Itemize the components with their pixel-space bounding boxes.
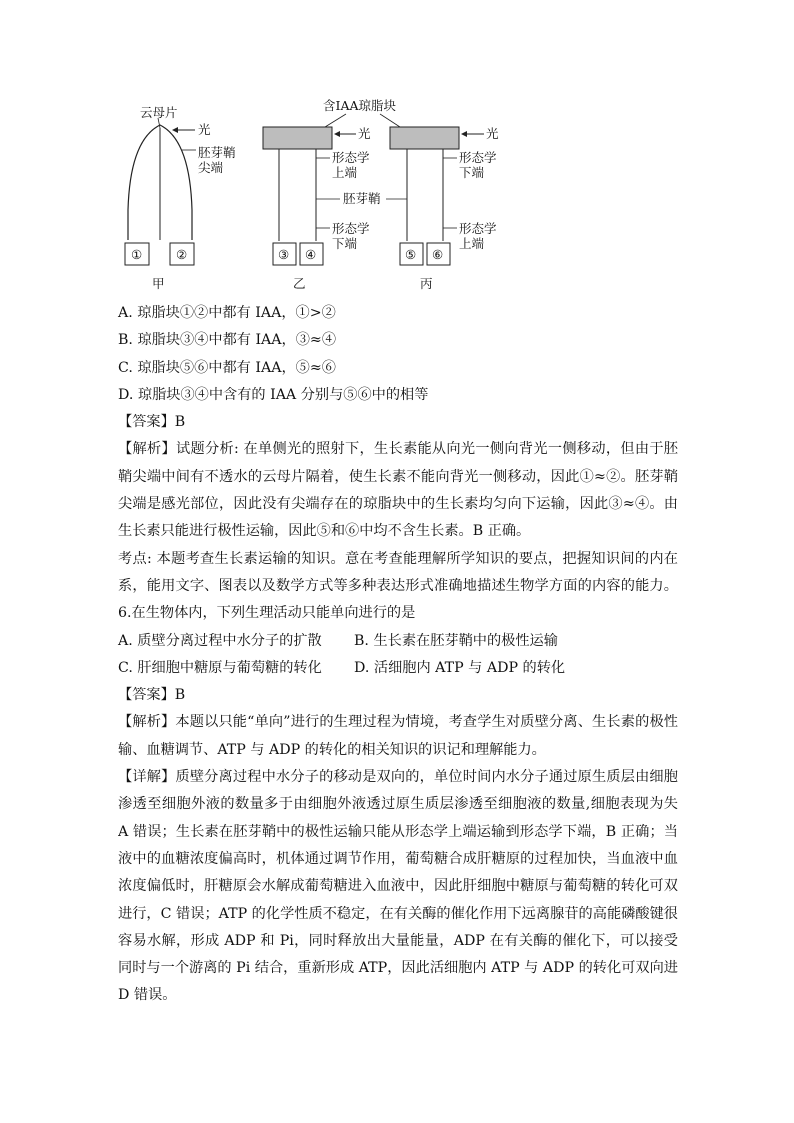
q6-option-d: D. 活细胞内 ATP 与 ADP 的转化 [354,659,566,676]
figure-jia [125,105,236,291]
q6-analysis-line: 【解析】本题以只能“单向”进行的生理过程为情境，考查学生对质壁分离、生长素的极性 [118,714,678,731]
q5-option-c: C. 琼脂块⑤⑥中都有 IAA，⑤≈⑥ [118,359,336,376]
light-arrowhead-bing [461,131,467,137]
bottom-label-bing-1: 形态学 [459,221,497,236]
figure-yi [263,126,407,291]
q6-option-c: C. 肝细胞中糖原与葡萄糖的转化 [118,659,322,676]
caption-yi: 乙 [293,276,306,291]
figure-bing [390,126,499,291]
light-arrowhead-yi [334,131,340,137]
top-label-bing-2: 下端 [459,165,485,180]
q6-detail-line: 【详解】质壁分离过程中水分子的移动是双向的，单位时间内水分子通过原生质层由细胞 [118,769,678,786]
q6-analysis-line: 输、血糖调节、ATP 与 ADP 的转化的相关知识的识记和理解能力。 [118,741,546,758]
lower-label-yi-1: 形态学 [332,221,370,236]
light-label-jia: 光 [198,122,211,137]
q6-answer: 【答案】B [118,687,186,704]
light-label-yi: 光 [358,126,371,141]
light-arrowhead-jia [172,127,178,133]
agar-block-5-label: ⑤ [405,247,417,262]
iaa-pointer-left [325,114,346,127]
agar-block-3-label: ③ [278,247,290,262]
q6-detail-line: A 错误；生长素在胚芽鞘中的极性运输只能从形态学上端运输到形态学下端，B 正确；当 [118,823,678,840]
iaa-agar-label: 含IAA琼脂块 [323,98,396,113]
q6-detail-line: 进行，C 错误；ATP 的化学性质不稳定，在有关酶的催化作用下远离腺苷的高能磷酸键很 [118,905,678,922]
q5-kaodian-line: 考点: 本题考查生长素运输的知识。意在考查能理解所学知识的要点，把握知识间的内在 [118,550,678,567]
q6-options-row-2 [118,655,678,682]
lower-label-yi-2: 下端 [332,236,358,251]
agar-block-6-label: ⑥ [432,247,444,262]
q5-kaodian-line: 系，能用文字、图表以及数学方式等多种表达形式准确地描述生物学方面的内容的能力。 [118,577,678,594]
bottom-label-bing-2: 上端 [459,236,485,251]
tip-label-2: 尖端 [198,160,224,175]
coleoptile-label: 胚芽鞘 [343,191,381,206]
q6-detail-line: 液中的血糖浓度偏高时，机体通过调节作用，葡萄糖合成肝糖原的过程加快，当血液中血 [118,850,678,867]
document-body [118,300,678,1010]
q6-detail-line: D 错误。 [118,987,177,1004]
caption-jia: 甲 [152,276,165,291]
agar-block-1-label: ① [131,247,143,262]
caption-bing: 丙 [420,276,433,291]
mica-label: 云母片 [140,105,178,120]
q6-detail-line: 容易水解，形成 ADP 和 Pi，同时释放出大量能量，ADP 在有关酶的催化下，可以接受 [118,932,678,949]
iaa-block-bing [390,127,459,149]
q6-detail-line: 渗透至细胞外液的数量多于由细胞外液透过原生质层渗透至细胞液的数量,细胞表现为失 [118,796,678,813]
q5-analysis-line: 生长素只能进行极性运输，因此⑤和⑥中均不含生长素。B 正确。 [118,523,531,540]
tip-label-1: 胚芽鞘 [198,145,236,160]
q6-option-b: B. 生长素在胚芽鞘中的极性运输 [354,632,558,649]
iaa-pointer-right [380,114,400,127]
q5-analysis-line: 鞘尖端中间有不透水的云母片隔着，使生长素不能向背光一侧移动，因此①≈②。胚芽鞘 [118,468,678,485]
q6-detail-line: 同时与一个游离的 Pi 结合，重新形成 ATP，因此活细胞内 ATP 与 ADP 的转化可双向进 [118,960,678,977]
upper-label-yi-2: 上端 [332,165,358,180]
agar-block-2-label: ② [176,247,188,262]
q5-answer: 【答案】B [118,414,186,431]
experiment-figure [0,0,794,300]
light-label-bing: 光 [486,126,499,141]
q6-detail-line: 浓度偏低时，肝糖原会水解成葡萄糖进入血液中，因此肝细胞中糖原与葡萄糖的转化可双 [118,878,678,895]
top-label-bing-1: 形态学 [459,150,497,165]
q6-options-row-1 [118,628,678,655]
agar-block-4-label: ④ [305,247,317,262]
q5-option-b: B. 琼脂块③④中都有 IAA，③≈④ [118,332,337,349]
q5-option-d: D. 琼脂块③④中含有的 IAA 分别与⑤⑥中的相等 [118,386,429,403]
q6-stem: 6.在生物体内，下列生理活动只能单向进行的是 [118,605,416,622]
q5-analysis-line: 【解析】试题分析: 在单侧光的照射下，生长素能从向光一侧向背光一侧移动，但由于胚 [118,441,678,458]
q5-option-a: A. 琼脂块①②中都有 IAA，①>② [118,305,336,321]
iaa-block-yi [263,127,332,149]
upper-label-yi-1: 形态学 [332,150,370,165]
q5-analysis-line: 尖端是感光部位，因此没有尖端存在的琼脂块中的生长素均匀向下运输，因此③≈④。由 [118,496,678,513]
q6-option-a: A. 质壁分离过程中水分子的扩散 [118,632,322,649]
